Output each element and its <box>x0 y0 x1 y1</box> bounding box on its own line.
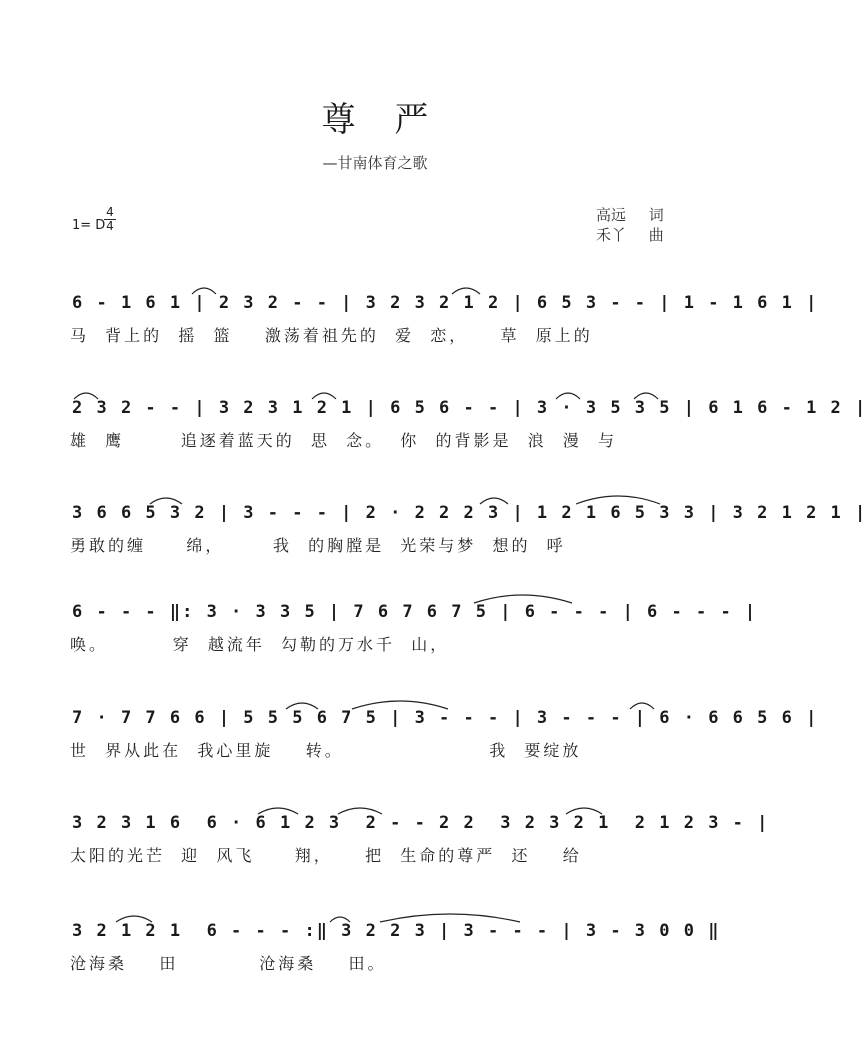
composer-role: 曲 <box>648 226 664 244</box>
notation-line: 3 6 6 5 3 2 | 3 - - - | 2 · 2 2 2 3 | 1 2 1 6 5 3 3 | 3 2 1 2 1 | <box>72 503 867 523</box>
staff-4 <box>0 597 758 687</box>
lyrics-line: 马 背上的 摇 篮 激荡着祖先的 爱 恋， 草 原上的 <box>70 326 593 345</box>
time-signature-top: 4 <box>104 206 116 220</box>
staff-7 <box>0 916 750 1006</box>
staff-6 <box>0 808 770 898</box>
staff-1 <box>0 288 819 378</box>
lyricist-role: 词 <box>648 206 664 224</box>
lyricist-name: 高远 <box>596 206 627 224</box>
notation-line: 6 - 1 6 1 | 2 3 2 - - | 3 2 3 2 1 2 | 6 5 3 - - | 1 - 1 6 1 | <box>72 293 819 313</box>
lyrics-line: 太阳的光芒 迎 风飞 翔， 把 生命的尊严 还 给 <box>70 846 582 865</box>
notation-line: 3 2 3 1 6 6 · 6 1 2 3 2 - - 2 2 3 2 3 2 1 2 1 2 3 - | <box>72 813 770 833</box>
song-title: 尊 严 <box>321 100 443 140</box>
notation-line: 6 - - - ‖: 3 · 3 3 5 | 7 6 7 6 7 5 | 6 - - - | 6 - - - | <box>72 602 758 622</box>
time-signature-bottom: 4 <box>106 219 114 233</box>
lyrics-line: 唤。 穿 越流年 勾勒的万水千 山， <box>70 635 450 654</box>
composer-name: 禾丫 <box>596 226 627 244</box>
lyricist-credit <box>596 205 664 225</box>
song-subtitle: —甘南体育之歌 <box>322 154 428 172</box>
staff-3 <box>0 498 867 588</box>
notation-line: 2 3 2 - - | 3 2 3 1 2 1 | 6 5 6 - - | 3 · 3 5 3 5 | 6 1 6 - 1 2 | <box>72 398 867 418</box>
credits-block <box>596 205 664 245</box>
staff-2 <box>0 393 867 483</box>
composer-credit <box>596 225 664 245</box>
lyrics-line: 世 界从此在 我心里旋 转。 我 要绽放 <box>70 741 582 760</box>
staff-5 <box>0 703 819 793</box>
key-label: 1= D <box>72 218 106 233</box>
lyrics-line: 勇敢的缠 绵， 我 的胸膛是 光荣与梦 想的 呼 <box>70 536 566 555</box>
notation-line: 7 · 7 7 6 6 | 5 5 5 6 7 5 | 3 - - - | 3 - - - | 6 · 6 6 5 6 | <box>72 708 819 728</box>
lyrics-line: 雄 鹰 追逐着蓝天的 思 念。 你 的背影是 浪 漫 与 <box>70 431 617 450</box>
key-signature <box>72 205 114 233</box>
time-signature <box>104 206 116 233</box>
lyrics-line: 沧海桑 田 沧海桑 田。 <box>70 954 387 973</box>
notation-line: 3 2 1 2 1 6 - - - :‖ 3 2 2 3 | 3 - - - | 3 - 3 0 0 ‖ <box>72 921 721 941</box>
